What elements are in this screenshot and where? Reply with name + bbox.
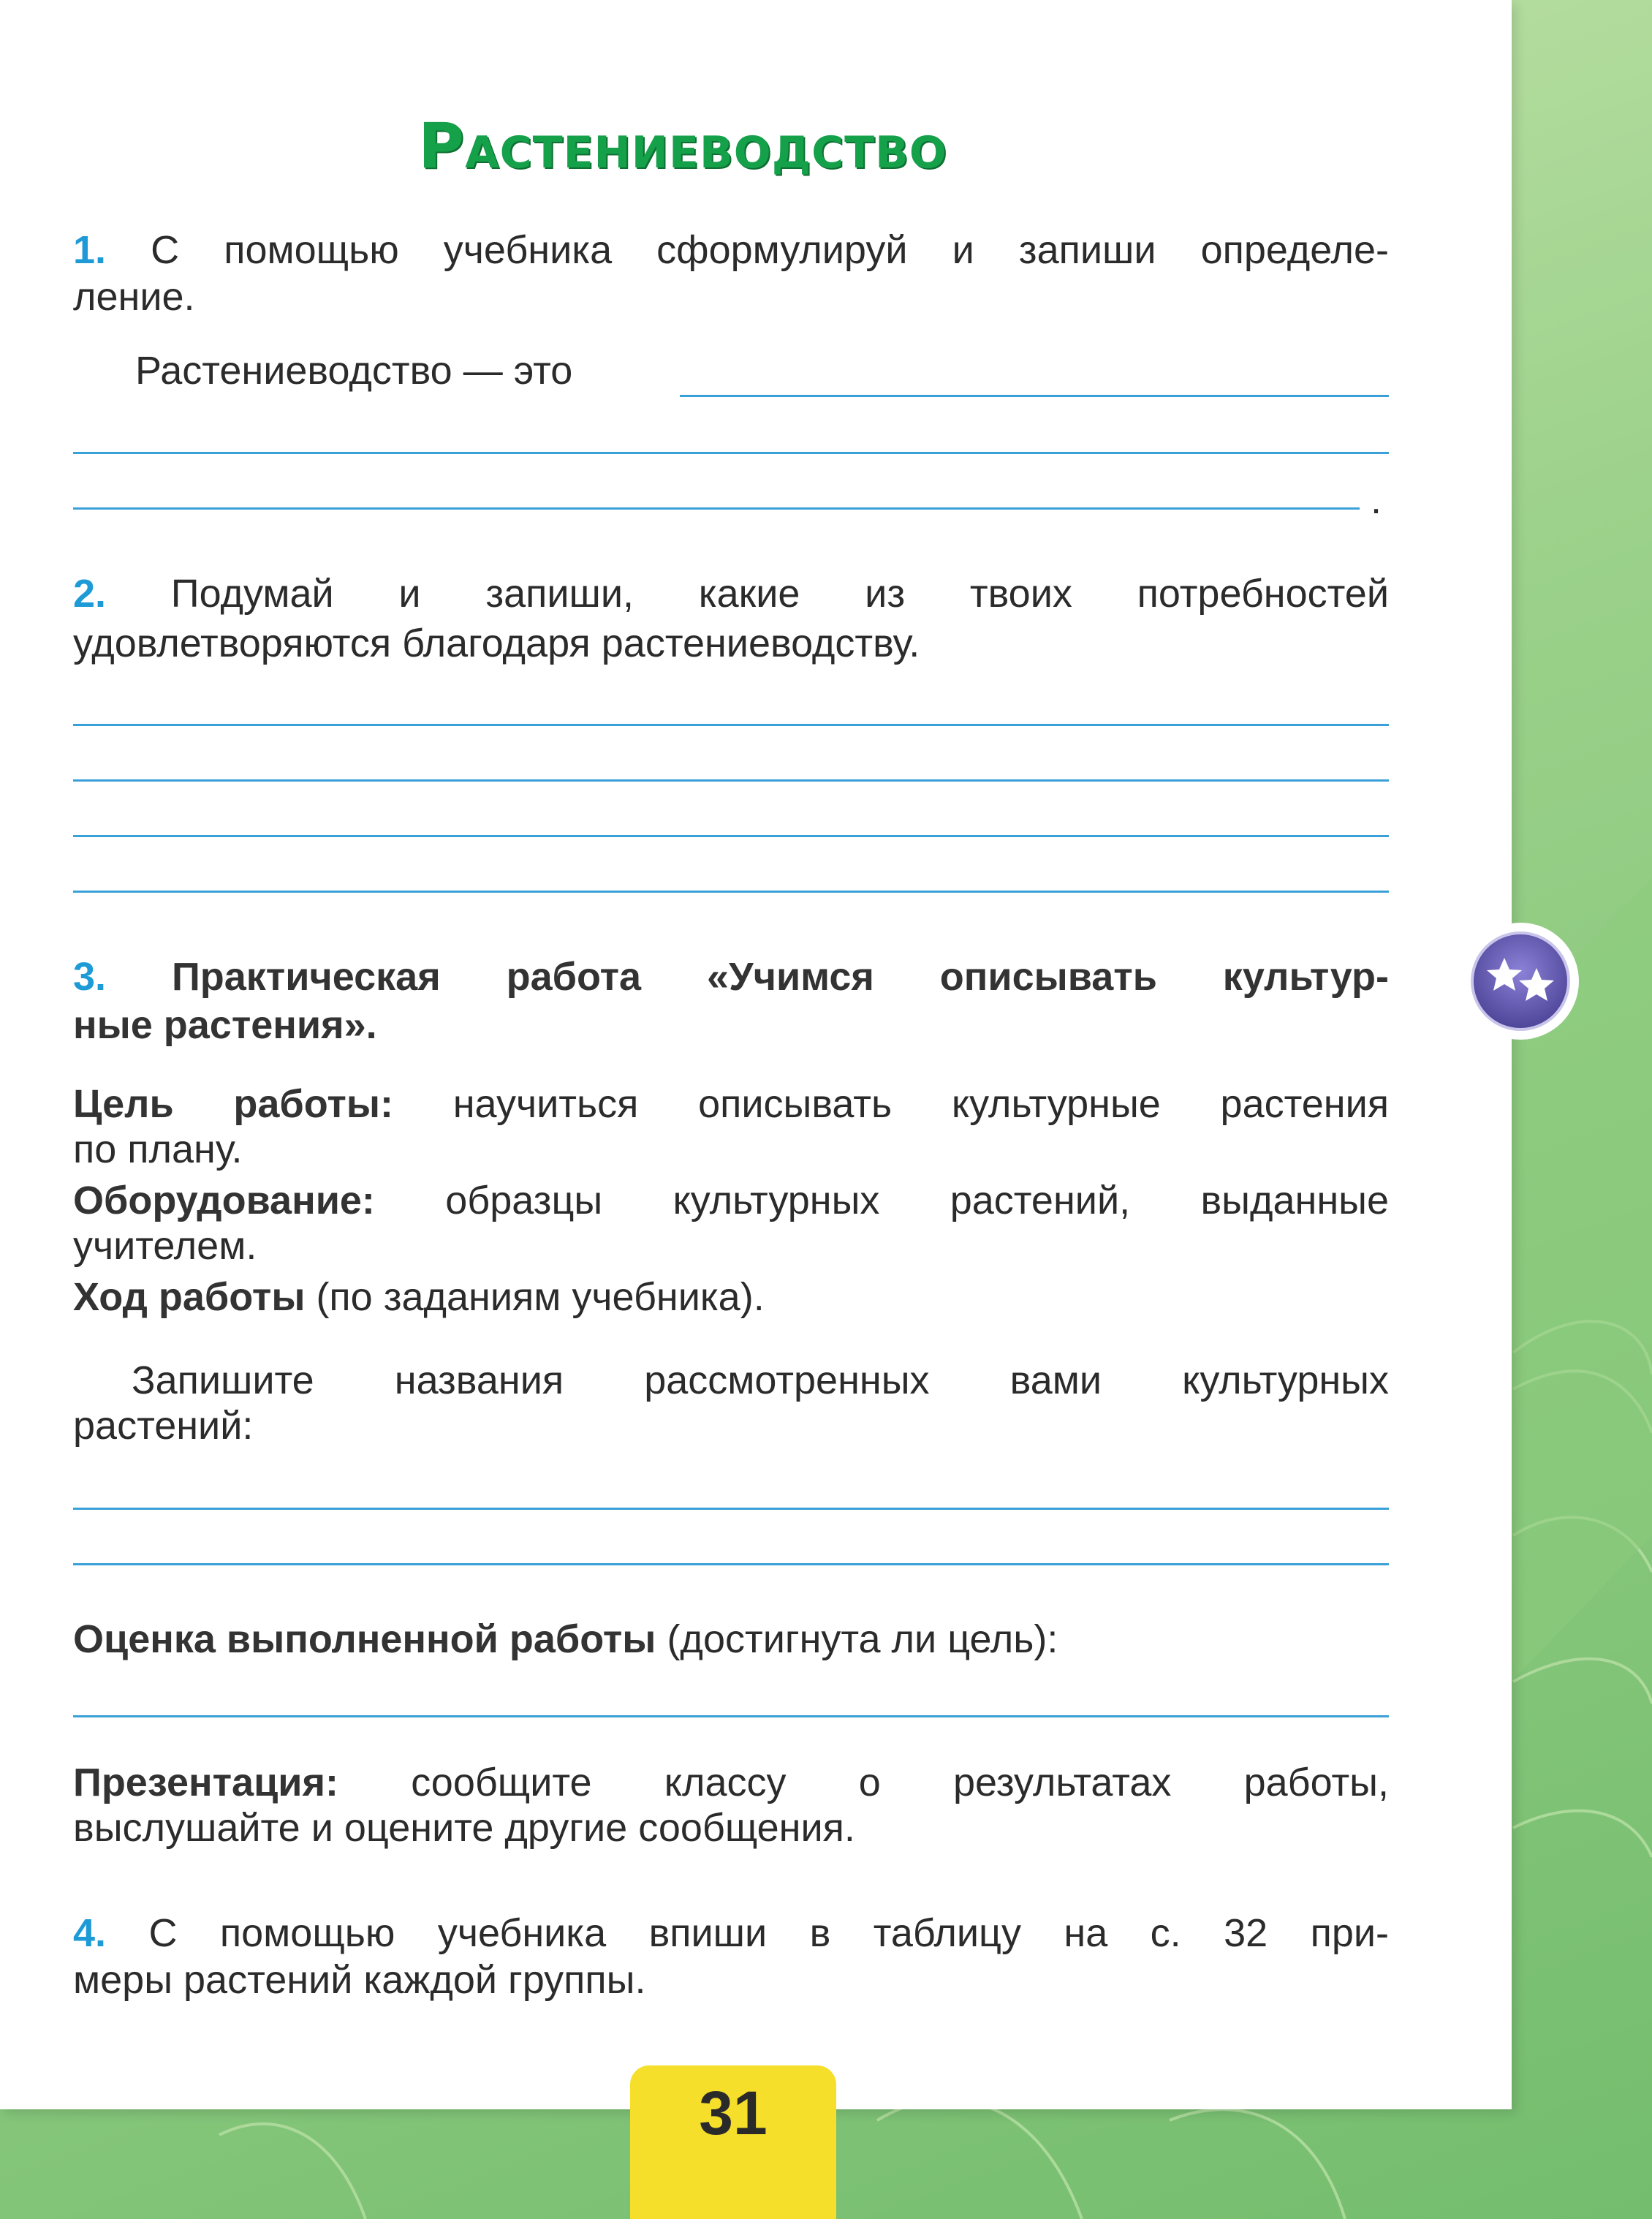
answer-line[interactable] <box>73 891 1389 893</box>
equipment-label: Оборудование: <box>73 1179 375 1222</box>
goal-label: Цель работы: <box>73 1082 393 1126</box>
progress-text: (по заданиям учебника). <box>316 1275 765 1319</box>
task4-text-line1: С помощью учебника впиши в таблицу на с. 32 при- <box>148 1911 1389 1955</box>
presentation-text: сообщите классу о результатах работы, <box>411 1761 1389 1804</box>
equipment-paragraph-cont <box>73 1222 1389 1269</box>
evaluation-text: (достигнута ли цель): <box>667 1617 1058 1661</box>
task4-text-cont <box>73 1957 1389 2003</box>
presentation-label: Презентация: <box>73 1761 338 1804</box>
page-number: 31 <box>699 2079 768 2147</box>
write-text-cont: растений: <box>73 1404 254 1448</box>
task1-dot: . <box>1371 478 1382 522</box>
evaluation-paragraph <box>73 1616 1389 1663</box>
task1-text-cont <box>73 273 1389 320</box>
answer-line[interactable] <box>73 452 1389 454</box>
goal-text-cont: по плану. <box>73 1127 243 1171</box>
goal-text: научиться описывать культурные растения <box>452 1082 1389 1126</box>
answer-line[interactable] <box>73 724 1389 726</box>
equipment-text-cont: учителем. <box>73 1224 257 1268</box>
task1-prompt: Растениеводство — это <box>135 349 573 393</box>
presentation-paragraph <box>73 1759 1389 1806</box>
task3-number: 3. <box>73 955 107 999</box>
answer-line[interactable] <box>73 835 1389 837</box>
task1-text-line1: С помощью учебника сформулируй и запиши определе- <box>151 228 1389 272</box>
goal-paragraph <box>73 1081 1389 1127</box>
two-stars-icon <box>1462 923 1579 1040</box>
presentation-paragraph-cont <box>73 1804 1389 1851</box>
equipment-text: образцы культурных растений, выданные <box>445 1179 1389 1222</box>
progress-label: Ход работы <box>73 1275 306 1319</box>
star-badge <box>1462 923 1579 1040</box>
presentation-text-cont: выслушайте и оцените другие сообщения. <box>73 1806 855 1850</box>
answer-line[interactable] <box>73 1508 1389 1510</box>
evaluation-label: Оценка выполненной работы <box>73 1617 656 1661</box>
page-number-tab <box>630 2065 836 2219</box>
equipment-paragraph <box>73 1177 1389 1224</box>
task2-text-cont <box>73 620 1389 667</box>
task4-text-line2: меры растений каждой группы. <box>73 1958 646 2002</box>
task4-text <box>73 1910 1389 1957</box>
answer-line[interactable] <box>73 779 1389 782</box>
answer-line[interactable] <box>73 1715 1389 1717</box>
task3-heading-line1: Практическая работа «Учимся описывать культур- <box>171 955 1389 999</box>
task1-number: 1. <box>73 228 107 272</box>
task3-heading-line2: ные растения». <box>73 1003 377 1047</box>
answer-line[interactable] <box>680 395 1389 397</box>
write-paragraph-cont <box>73 1402 1389 1449</box>
task3-heading <box>73 953 1389 1000</box>
task2-number: 2. <box>73 572 107 616</box>
task3-heading-cont <box>73 1002 1389 1048</box>
write-paragraph <box>132 1357 1389 1404</box>
goal-paragraph-cont <box>73 1126 1389 1173</box>
answer-line[interactable] <box>73 1563 1389 1565</box>
answer-line[interactable] <box>73 507 1360 510</box>
task2-text-line1: Подумай и запиши, какие из твоих потребностей <box>170 572 1389 616</box>
progress-paragraph <box>73 1274 1389 1320</box>
task1-text-line2: ление. <box>73 275 195 319</box>
task4-number: 4. <box>73 1911 107 1955</box>
task2-text <box>73 570 1389 617</box>
write-text: Запишите названия рассмотренных вами культурных <box>132 1358 1389 1402</box>
task1-text <box>73 227 1389 273</box>
task2-text-line2: удовлетворяются благодаря растениеводству. <box>73 621 920 665</box>
page-title: Растениеводство <box>418 110 947 183</box>
